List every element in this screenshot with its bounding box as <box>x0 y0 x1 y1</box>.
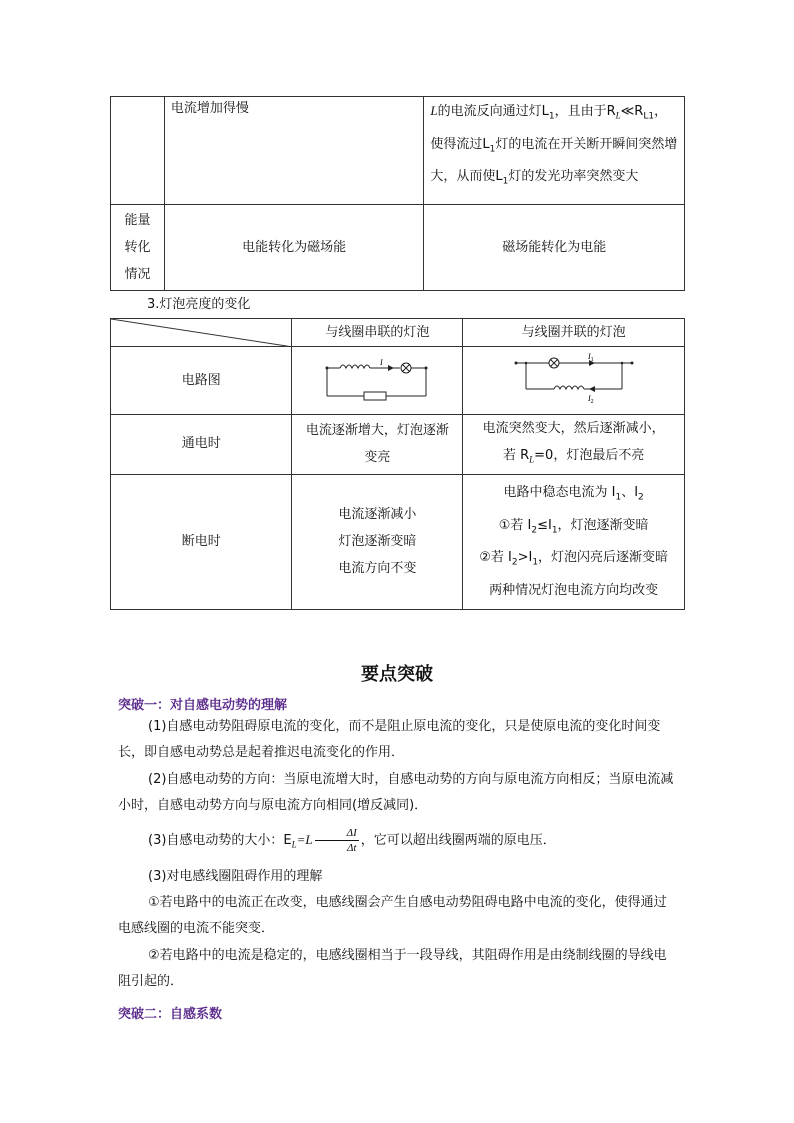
parallel-circuit-diagram <box>463 347 685 415</box>
cell-current-slow: 电流增加得慢 <box>164 97 423 205</box>
energy-parallel: 磁场能转化为电能 <box>424 205 685 291</box>
row-label-circuit: 电路图 <box>111 347 292 415</box>
cell-current-reverse: L的电流反向通过灯$L_1$，且由于$R_L≪R_{L1}$，使得流过$L_1$灯的电流在开关断开瞬间突然增大，从而使$L_1$灯的发光功率突然变大 <box>424 97 685 205</box>
diagonal-header-cell <box>111 319 292 347</box>
inductor-coil <box>340 365 370 368</box>
label-I1: $I_1$ <box>587 352 594 363</box>
paragraph-5: ①若电路中的电流正在改变，电感线圈会产生自感电动势阻碍电路中电流的变化，使得通过电感线圈的电流不能突变． <box>118 895 667 936</box>
on-parallel: 电流突然变大，然后逐渐减小， 若 $R_L=0$，灯泡最后不亮 <box>463 415 685 475</box>
on-series: 电流逐渐增大，灯泡逐渐 变亮 <box>292 415 463 475</box>
energy-label: 能量 转化 情况 <box>111 205 165 291</box>
header-series-bulb: 与线圈串联的灯泡 <box>292 319 463 347</box>
fraction-dI-dt: $\frac{\Delta I}{\Delta t}$ <box>315 826 359 855</box>
paragraph-1: (1)自感电动势阻碍原电流的变化，而不是阻止原电流的变化，只是使原电流的变化时间变长，即自感电动势总是起着推迟电流变化的作用． <box>118 719 661 760</box>
resistor-icon <box>364 392 386 400</box>
series-circuit-svg <box>322 356 432 406</box>
label-I2: $I_2$ <box>587 393 594 405</box>
paragraph-2: (2)自感电动势的方向：当原电流增大时，自感电动势的方向与原电流方向相反；当原电流减小时，自感电动势方向与原电流方向相同(增反减同)． <box>118 772 674 813</box>
section-heading: 3.灯泡亮度的变化 <box>147 297 251 312</box>
label-I: I <box>380 357 384 367</box>
breakthrough-2-heading: 突破二：自感系数 <box>118 1007 223 1022</box>
key-points-title: 要点突破 <box>361 664 433 685</box>
paragraph-6: ②若电路中的电流是稳定的，电感线圈相当于一段导线，其阻碍作用是由绕制线圈的导线电阻引起的． <box>118 948 667 989</box>
energy-series: 电能转化为磁场能 <box>164 205 423 291</box>
empty-cell <box>111 97 165 205</box>
header-parallel-bulb: 与线圈并联的灯泡 <box>463 319 685 347</box>
diagonal-line <box>111 319 293 347</box>
inductor-coil <box>554 386 584 389</box>
off-parallel: 电路中稳态电流为 $I_1$、$I_2$ ①若 $I_2\le I_1$，灯泡逐渐变暗 ②若 $I_2>I_1$，灯泡闪亮后逐渐变暗 两种情况灯泡电流方向均改变 <box>463 474 685 609</box>
row-label-on: 通电时 <box>111 415 292 475</box>
paragraph-4: (3)对电感线圈阻碍作用的理解 <box>148 869 323 884</box>
comparison-table-top <box>110 96 685 291</box>
row-label-off: 断电时 <box>111 474 292 609</box>
series-circuit-diagram <box>292 347 463 415</box>
parallel-circuit-svg <box>514 353 634 409</box>
paragraph-3-formula: (3)自感电动势的大小：$E_L=L$ $\frac{\Delta I}{\Delta t}$ ，它可以超出线圈两端的原电压． <box>148 827 556 854</box>
bulb-brightness-table <box>110 318 685 610</box>
off-series: 电流逐渐减小 灯泡逐渐变暗 电流方向不变 <box>292 474 463 609</box>
breakthrough-1-heading: 突破一：对自感电动势的理解 <box>118 698 288 713</box>
